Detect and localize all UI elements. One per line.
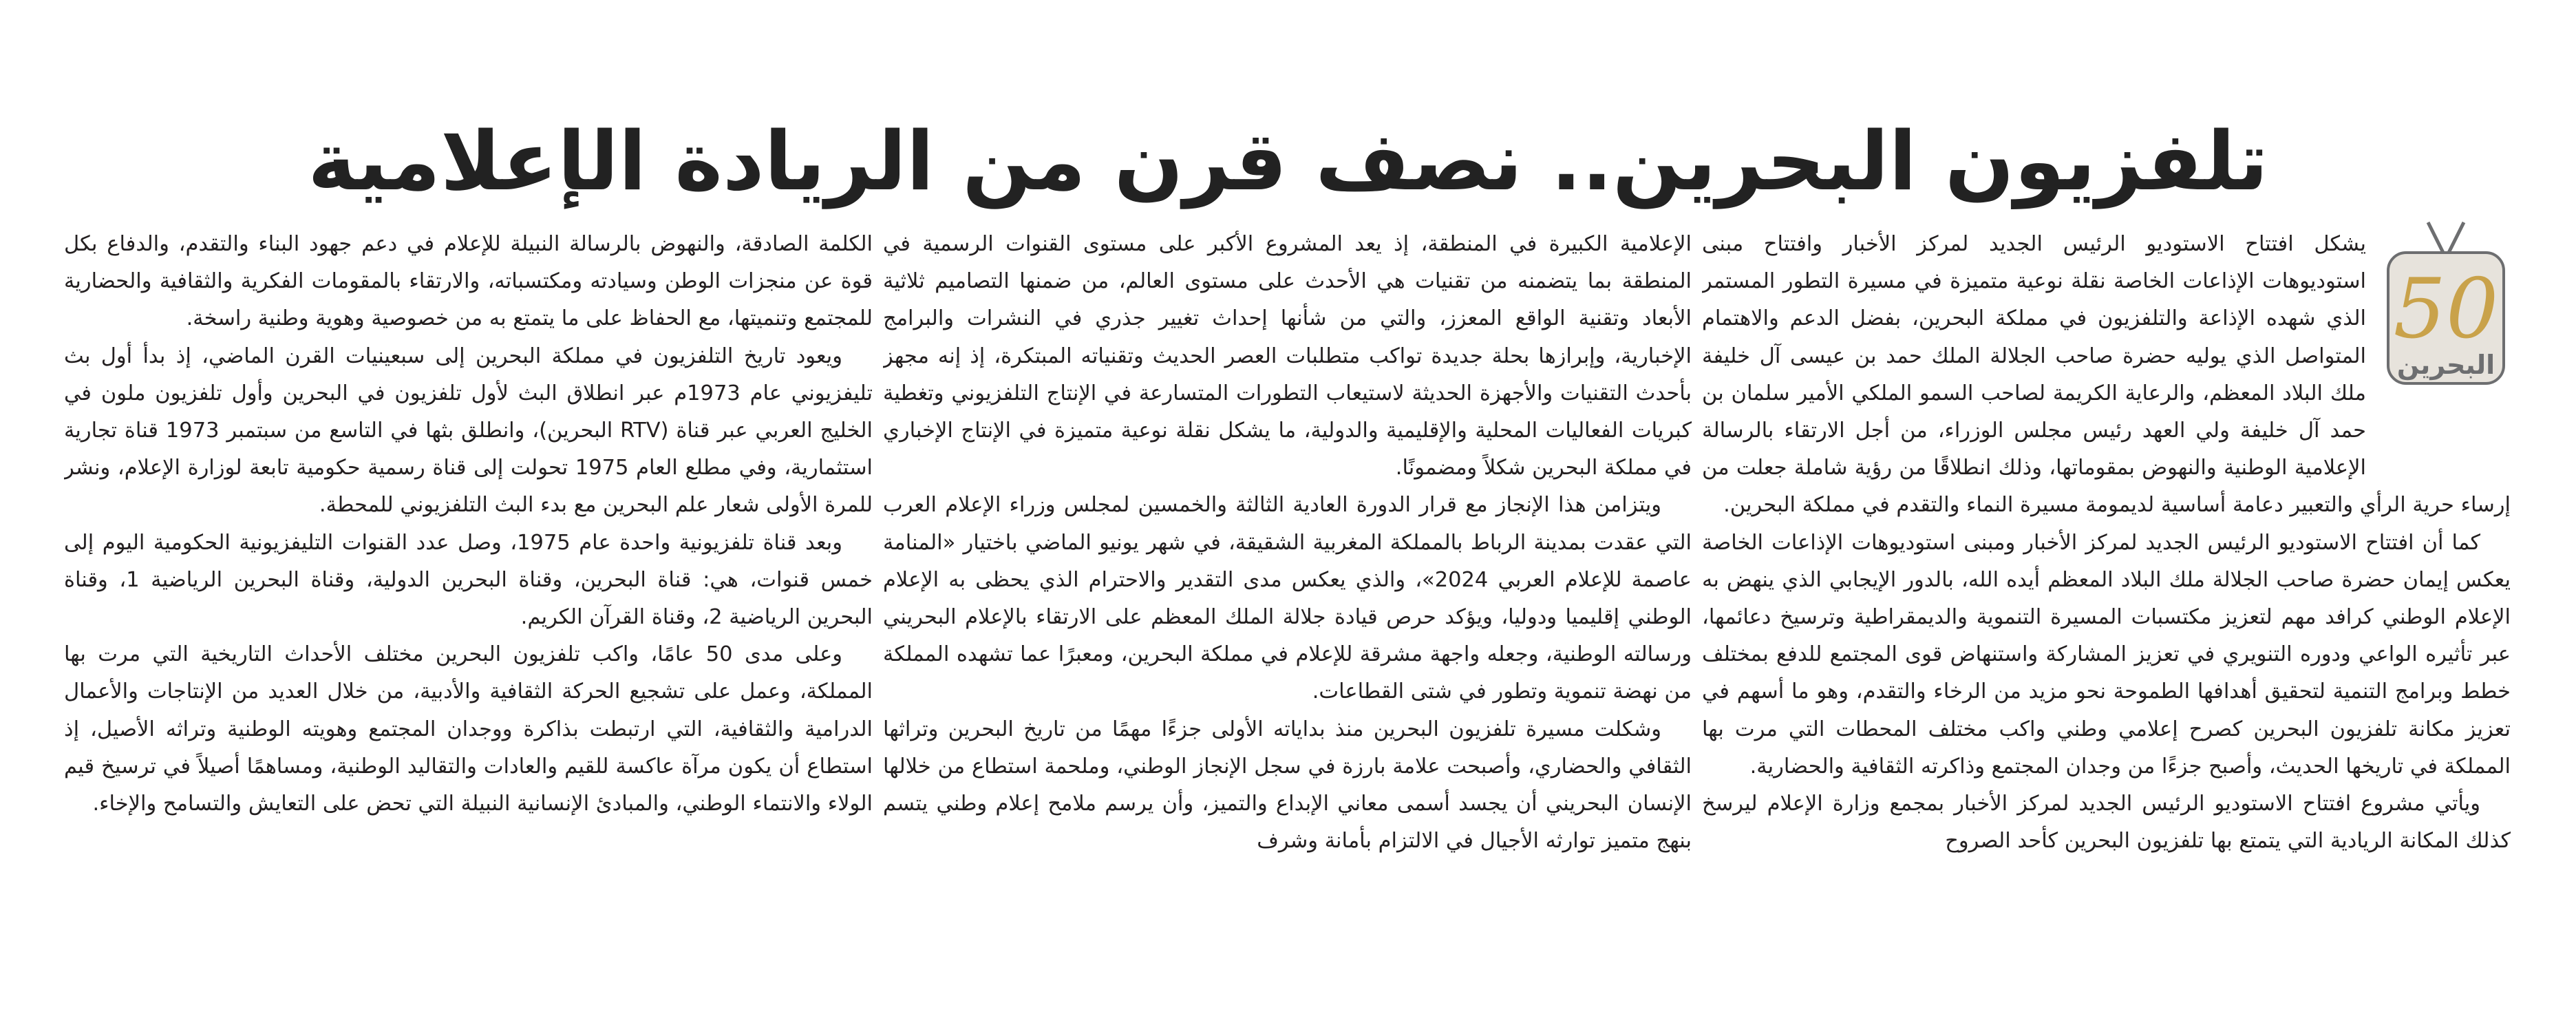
- column-2-paragraph: وشكلت مسيرة تلفزيون البحرين منذ بداياته الأولى جزءًا مهمًا من تاريخ البحرين وتراثها الثقافي والحضاري، وأصبحت علامة بارزة في سجل الإنجاز الوطني، وملحمة استطاع من خلالها الإنسان البحريني أن يجسد أسمى معاني الإبداع والتميز، وأن يرسم ملامح إعلام وطني يتسم بنهج متميز توارثه الأجيال في الالتزام بأمانة وشرف: [883, 717, 1692, 854]
- column-1-paragraph: يشكل افتتاح الاستوديو الرئيس الجديد لمركز الأخبار وافتتاح مبنى استوديوهات الإذاعات الخاصة نقلة نوعية متميزة في مسيرة التطور المستمر الذي شهده الإذاعة والتلفزيون في مملكة البحرين، بفضل الدعم والاهتمام المتواصل الذي يوليه حضرة صاحب الجلالة الملك حمد بن عيسى آل خليفة ملك البلاد المعظم، والرعاية الكريمة لصاحب السمو الملكي الأمير سلمان بن حمد آل خليفة ولي العهد رئيس مجلس الوزراء، من أجل الارتقاء بالرسالة الإعلامية الوطنية والنهوض بمقوماتها، وذلك انطلاقًا من رؤية شاملة جعلت من إرساء حرية الرأي والتعبير دعامة أساسية لديمومة مسيرة النماء والتقدم في مملكة البحرين.: [1702, 232, 2511, 518]
- column-1-paragraph: كما أن افتتاح الاستوديو الرئيس الجديد لمركز الأخبار ومبنى استوديوهات الإذاعات الخاصة يعكس إيمان حضرة صاحب الجلالة ملك البلاد المعظم أيده الله، بالدور الإيجابي الذي ينهض به الإعلام الوطني كرافد مهم لتعزيز مكتسبات المسيرة التنموية والديمقراطية وترسيخ دعائمها، عبر تأثيره الواعي ودوره التنويري في تعزيز المشاركة واستنهاض قوى المجتمع للدفع بمختلف خطط وبرامج التنمية لتحقيق أهدافها الطموحة نحو مزيد من الرخاء والتقدم، وهو ما أسهم في تعزيز مكانة تلفزيون البحرين كصرح إعلامي وطني واكب مختلف المحطات التي مرت بها المملكة في تاريخها الحديث، وأصبح جزءًا من وجدان المجتمع وذاكرته الثقافية والحضارية.: [1702, 530, 2511, 779]
- logo-text: البحرين: [2396, 350, 2495, 380]
- article-column-3: [64, 226, 873, 1017]
- column-3-paragraph: ويعود تاريخ التلفزيون في مملكة البحرين إلى سبعينيات القرن الماضي، إذ بدأ أول بث تليفزيوني عام 1973م عبر انطلاق البث لأول تلفزيون في البحرين وأول تلفزيون ملون في الخليج العربي عبر قناة (RTV البحرين)، وانطلق بثها في التاسع من سبتمبر 1973 قناة تجارية استثمارية، وفي مطلع العام 1975 تحولت إلى قناة رسمية حكومية تابعة لوزارة الإعلام، ونشر للمرة الأولى شعار علم البحرين مع بدء البث التلفزيوني للمحطة.: [64, 343, 873, 518]
- column-3-paragraph: وعلى مدى 50 عامًا، واكب تلفزيون البحرين مختلف الأحداث التاريخية التي مرت بها المملكة، وعمل على تشجيع الحركة الثقافية والأدبية، من خلال العديد من الإنتاجات والأعمال الدرامية والثقافية، التي ارتبطت بذاكرة ووجدان المجتمع وهويته الوطنية وتراثه الأصيل، إذ استطاع أن يكون مرآة عاكسة للقيم والعادات والتقاليد الوطنية، ومساهمًا أصيلاً في ترسيخ قيم الولاء والانتماء الوطني، والمبادئ الإنسانية النبيلة التي تحض على التعايش والتسامح والإخاء.: [64, 642, 873, 816]
- logo-number: 50: [2393, 262, 2499, 357]
- column-2-paragraph: ويتزامن هذا الإنجاز مع قرار الدورة العادية الثالثة والخمسين لمجلس وزراء الإعلام العرب التي عقدت بمدينة الرباط بالمملكة المغربية الشقيقة، في شهر يونيو الماضي باختيار «المنامة عاصمة للإعلام العربي 2024»، والذي يعكس مدى التقدير والاحترام الذي يحظى به الإعلام الوطني إقليميا ودوليا، ويؤكد حرص قيادة جلالة الملك المعظم على الارتقاء بالإعلام البحريني ورسالته الوطنية، وجعله واجهة مشرقة للإعلام في مملكة البحرين، ومعبرًا عما تشهده المملكة من نهضة تنموية وتطور في شتى القطاعات.: [883, 493, 1692, 704]
- column-3-paragraph: الكلمة الصادقة، والنهوض بالرسالة النبيلة للإعلام في دعم جهود البناء والتقدم، والدفاع بكل قوة عن منجزات الوطن وسيادته ومكتسباته، والارتقاء بالمقومات الفكرية والثقافية والحضارية للمجتمع وتنميتها، مع الحفاظ على ما يتمتع به من خصوصية وهوية وطنية راسخة.: [64, 232, 873, 331]
- article-column-1: [1702, 226, 2511, 1017]
- column-2-paragraph: الإعلامية الكبيرة في المنطقة، إذ يعد المشروع الأكبر على مستوى القنوات الرسمية في المنطقة بما يتضمنه من تقنيات هي الأحدث على مستوى العالم، من ضمنها التصاميم ثلاثية الأبعاد وتقنية الواقع المعزز، والتي من شأنها إحداث تغيير جذري في النشرات والبرامج الإخبارية، وإبرازها بحلة جديدة تواكب متطلبات العصر الحديث وتقنياته المبتكرة، إذ إنه مجهز بأحدث التقنيات والأجهزة الحديثة لاستيعاب التطورات المتسارعة في الإنتاج التلفزيوني وتغطية كبريات الفعاليات المحلية والإقليمية والدولية، ما يشكل نقلة نوعية متميزة في الإنتاج الإخباري في مملكة البحرين شكلاً ومضمونًا.: [883, 232, 1692, 480]
- logo-text-wrap: [2366, 226, 2511, 453]
- column-3-paragraph: وبعد قناة تلفزيونية واحدة عام 1975، وصل عدد القنوات التليفزيونية الحكومية اليوم إلى خمس قنوات، هي: قناة البحرين، وقناة البحرين الدولية، وقناة البحرين الرياضية 1، وقناة البحرين الرياضية 2، وقناة القرآن الكريم.: [64, 530, 873, 630]
- article-column-2: [883, 226, 1692, 1017]
- column-1-paragraph: ويأتي مشروع افتتاح الاستوديو الرئيس الجديد لمركز الأخبار بمجمع وزارة الإعلام ليرسخ كذلك المكانة الريادية التي يتمتع بها تلفزيون البحرين كأحد الصروح: [1702, 792, 2511, 854]
- article-headline: تلفزيون البحرين.. نصف قرن من الريادة الإعلامية: [308, 114, 2268, 209]
